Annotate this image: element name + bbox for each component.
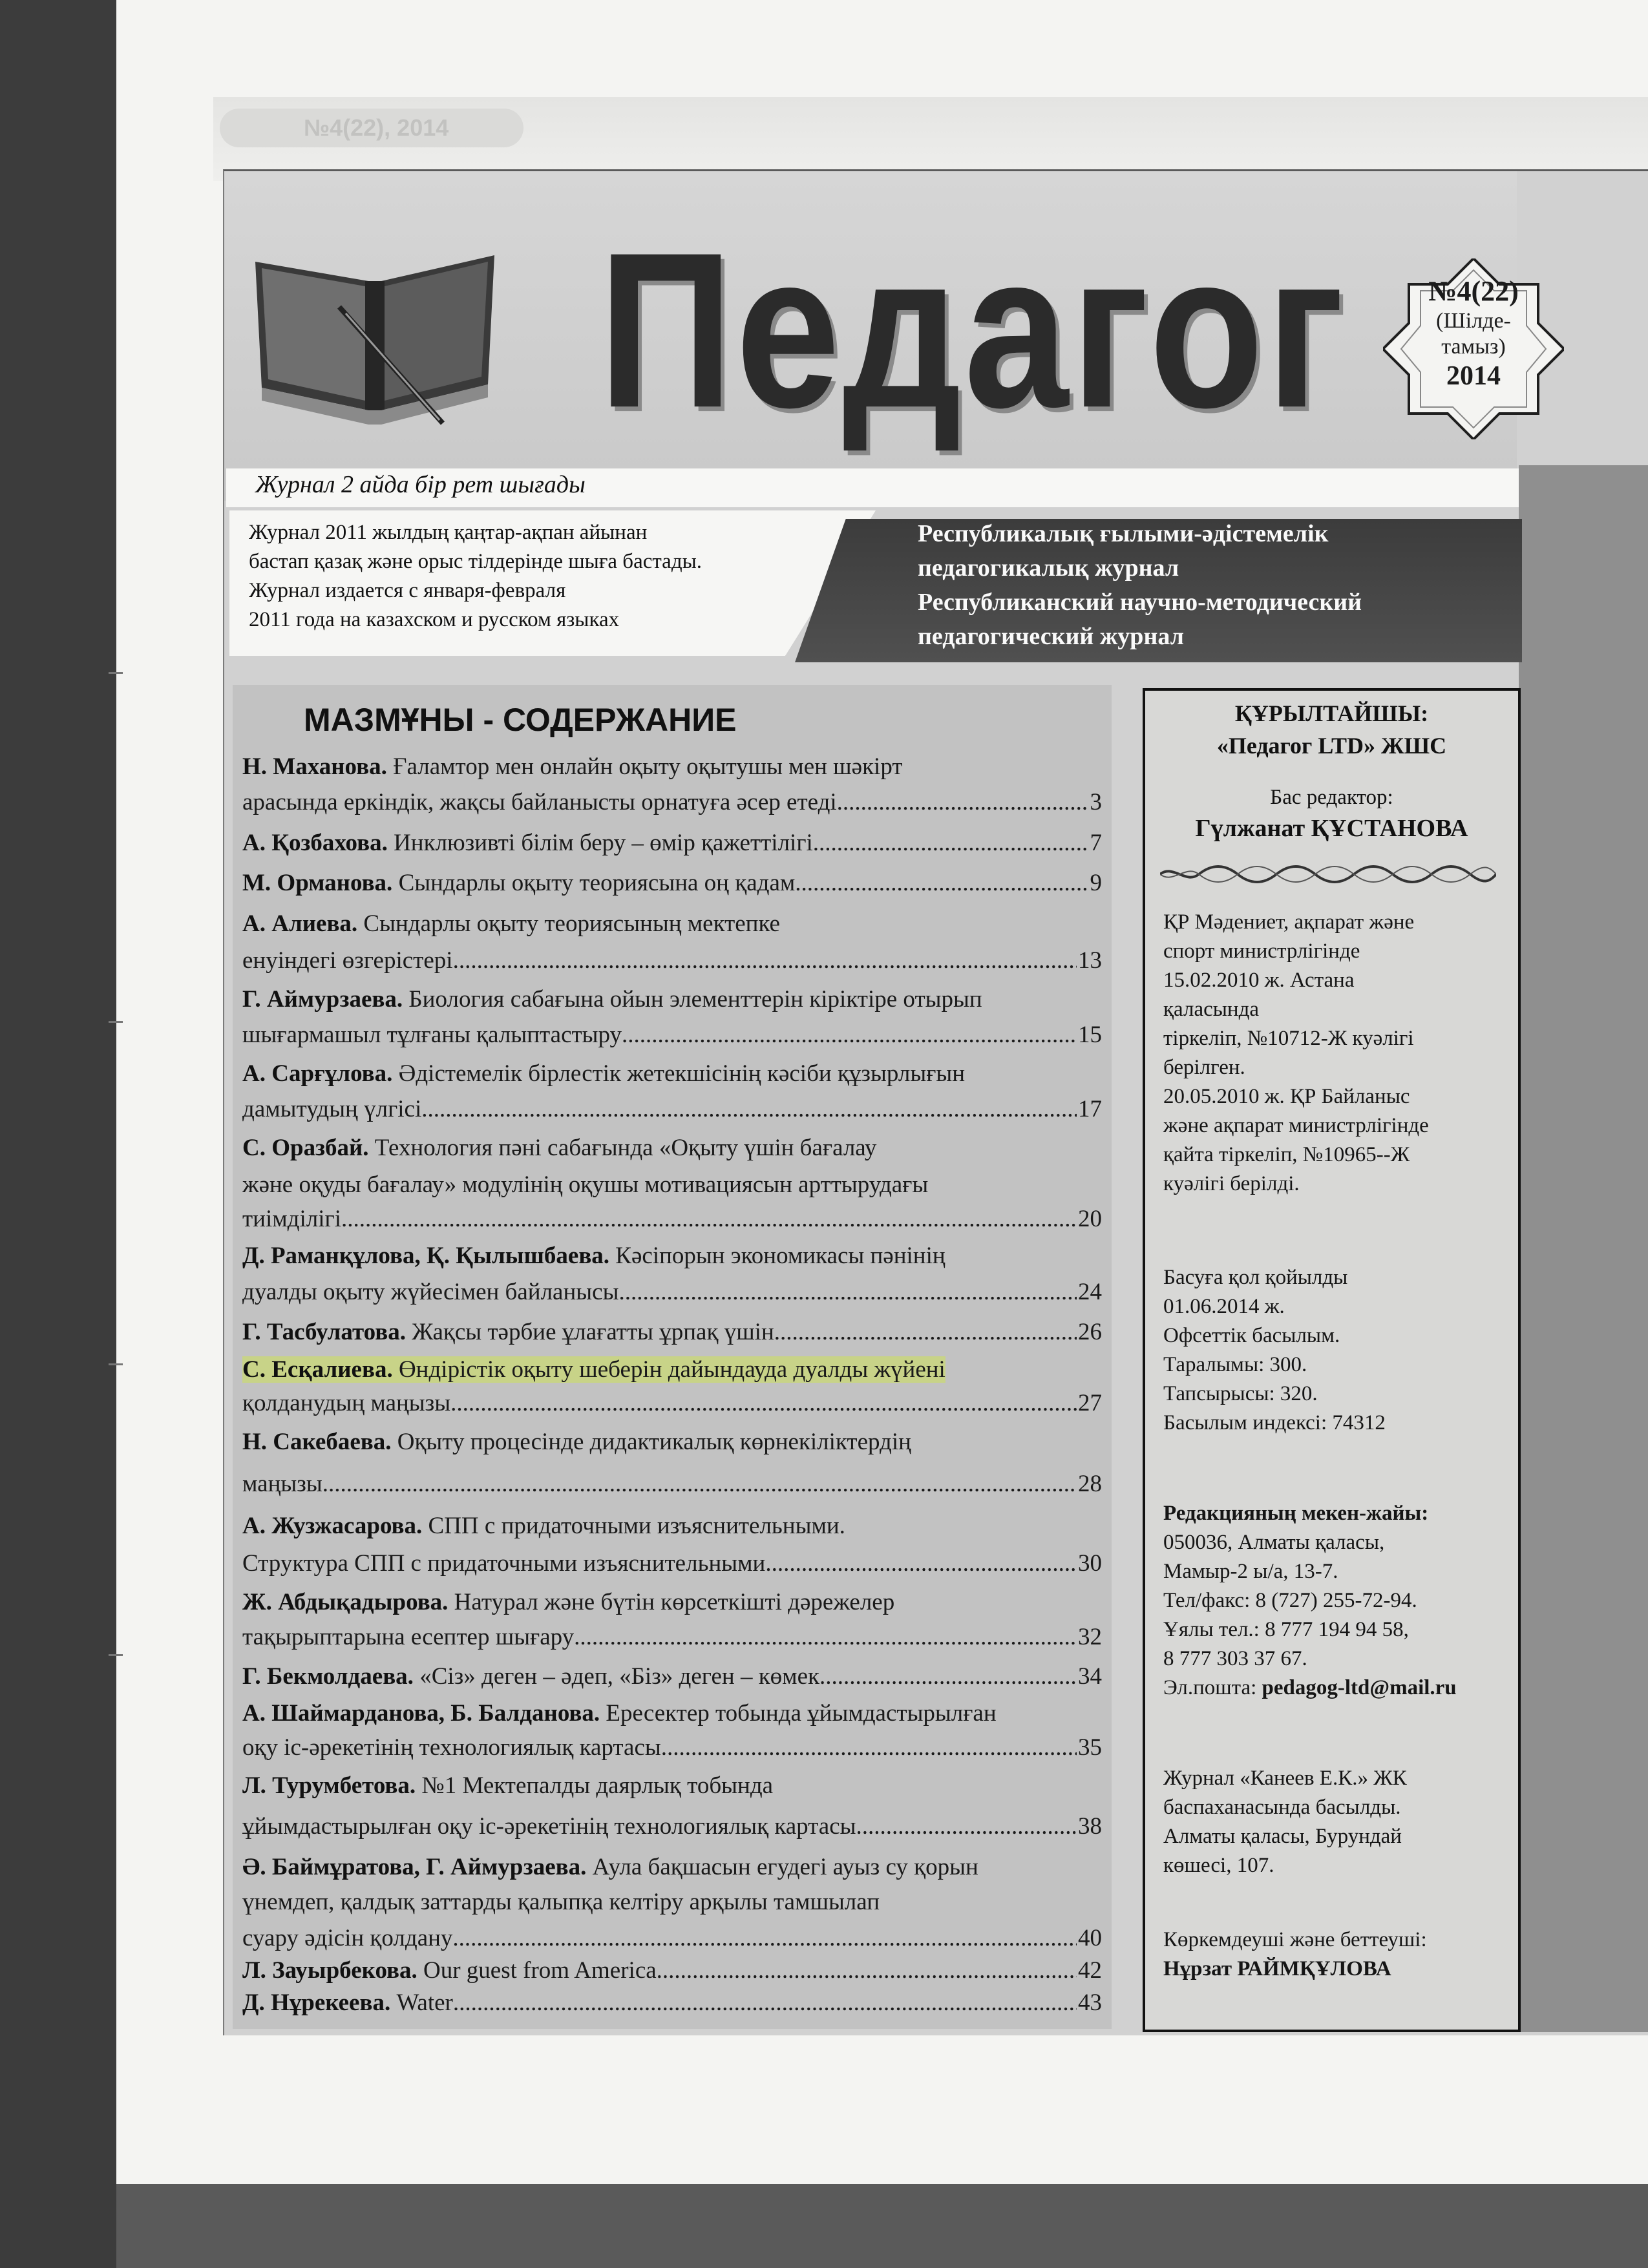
email-address[interactable]: pedagog-ltd@mail.ru <box>1262 1676 1457 1699</box>
toc-line <box>242 1888 1102 1916</box>
editor-label: Бас редактор: <box>1270 786 1393 809</box>
registration-line: берілген. <box>1163 1056 1245 1079</box>
toc-title-text: Our guest from America <box>423 1957 657 1984</box>
toc-title-text: Оқыту процесінде дидактикалық көрнекіліктердің <box>397 1429 911 1455</box>
toc-author: М. Орманова. <box>242 870 393 896</box>
email-label: Эл.пошта: <box>1163 1676 1262 1699</box>
designer-label: Көркемдеуші және беттеуші: <box>1163 1928 1427 1951</box>
print-line: 01.06.2014 ж. <box>1163 1295 1285 1318</box>
registration-line: 15.02.2010 ж. Астана <box>1163 969 1355 992</box>
banner-line: педагогикалық журнал <box>918 554 1179 582</box>
toc-author: А. Қозбахова. <box>242 830 388 856</box>
toc-line <box>242 1623 1102 1652</box>
toc-title-text: үнемдеп, қалдық заттарды қалыпқа келтіру арқылы тамшылап <box>242 1889 880 1915</box>
toc-title-text: суару әдісін қолдану <box>242 1925 453 1951</box>
toc-line <box>242 1095 1102 1124</box>
toc-line <box>242 1470 1102 1498</box>
toc-line <box>242 1734 1102 1762</box>
info-line: бастап қазақ және орыс тілдерінде шыға бастады. <box>249 550 703 573</box>
toc-title-text: дамытудың үлгісі <box>242 1096 422 1122</box>
address-line: 8 777 303 37 67. <box>1163 1647 1307 1670</box>
toc-author: Г. Тасбулатова. <box>242 1319 406 1345</box>
toc-page-number: 34 <box>1078 1663 1102 1690</box>
print-line: Басылым индексі: 74312 <box>1163 1411 1386 1434</box>
open-book-logo <box>249 236 501 430</box>
toc-page-number: 3 <box>1090 789 1102 815</box>
toc-author: Д. Раманқұлова, Қ. Қылышбаева. <box>242 1243 610 1269</box>
toc-page-number: 28 <box>1078 1471 1102 1497</box>
toc-title-text: Water <box>396 1990 453 2016</box>
toc-line <box>242 1389 1102 1418</box>
toc-author: Ж. Абдықадырова. <box>242 1589 449 1615</box>
print-line: Офсеттік басылым. <box>1163 1324 1340 1347</box>
toc-title-text: Ересектер тобында ұйымдастырылған <box>606 1700 997 1727</box>
toc-line <box>242 1989 1102 2017</box>
toc-line <box>242 1428 1102 1456</box>
toc-title-text: және оқуды бағалау» модулінің оқушы мотивациясын арттырудағы <box>242 1171 929 1198</box>
toc-author: А. Сарғұлова. <box>242 1060 393 1087</box>
toc-title-text: СПП с придаточными изъяснительными. <box>428 1513 845 1539</box>
toc-line <box>242 1588 1102 1617</box>
toc-author: С. Оразбай. <box>242 1135 369 1161</box>
toc-title-text: арасында еркіндік, жақсы байланысты орнатуға әсер етеді <box>242 789 837 815</box>
printer-line: Журнал «Канеев Е.К.» ЖК <box>1163 1767 1407 1790</box>
toc-line <box>242 1772 1102 1800</box>
page-fold-shadow <box>0 0 116 2268</box>
printer-line: Алматы қаласы, Бурундай <box>1163 1825 1402 1848</box>
toc-page-number: 24 <box>1078 1279 1102 1305</box>
toc-title-text: №1 Мектепалды даярлық тобында <box>421 1772 774 1799</box>
toc-line <box>242 788 1102 817</box>
toc-author: Г. Аймурзаева. <box>242 986 403 1013</box>
registration-line: ҚР Мәдениет, ақпарат және <box>1163 910 1415 934</box>
printer-line: көшесі, 107. <box>1163 1854 1274 1877</box>
banner-line: Республикалық ғылыми-әдістемелік <box>918 520 1329 547</box>
issue-badge <box>1383 258 1564 439</box>
toc-title-text: Технология пәні сабағында «Оқыту үшін бағалау <box>374 1135 877 1161</box>
printer-info <box>1163 1764 1407 1880</box>
address-line: Ұялы тел.: 8 777 194 94 58, <box>1163 1618 1409 1641</box>
toc-page-number: 40 <box>1078 1925 1102 1951</box>
toc-author: А. Алиева. <box>242 910 358 937</box>
toc-title-text: Кәсіпорын экономикасы пәнінің <box>615 1243 945 1269</box>
toc-author: Н. Сакебаева. <box>242 1429 392 1455</box>
toc-page-number: 9 <box>1090 870 1102 896</box>
email-line <box>1163 1674 1457 1703</box>
registration-line: тіркеліп, №10712-Ж куәлігі <box>1163 1027 1414 1050</box>
address-label: Редакцияның мекен-жайы: <box>1163 1502 1429 1525</box>
toc-title-text: Өндірістік оқыту шеберін дайындауда дуалды жүйені <box>398 1356 945 1383</box>
toc-author: Г. Бекмолдаева. <box>242 1663 414 1690</box>
toc-title-text: тақырыптарына есептер шығару <box>242 1624 575 1650</box>
toc-line <box>242 947 1102 975</box>
toc-author: С. Есқалиева. <box>242 1356 393 1383</box>
toc-page-number: 38 <box>1078 1813 1102 1840</box>
ornament-divider <box>1160 863 1496 886</box>
toc-line <box>242 910 1102 938</box>
magazine-title: Педагог <box>598 206 1347 454</box>
toc-line <box>242 1699 1102 1728</box>
toc-page-number: 7 <box>1090 830 1102 856</box>
toc-page-number: 20 <box>1078 1206 1102 1232</box>
toc-title-text: маңызы <box>242 1471 322 1497</box>
toc-page-number: 42 <box>1078 1957 1102 1984</box>
toc-author: Д. Нұрекеева. <box>242 1990 391 2016</box>
toc-line <box>242 829 1102 857</box>
toc-title-text: «Сіз» деген – әдеп, «Біз» деген – көмек <box>419 1663 819 1690</box>
toc-title-text: Натурал және бүтін көрсеткішті дәрежелер <box>454 1589 895 1615</box>
founder-label: ҚҰРЫЛТАЙШЫ: <box>1234 700 1429 726</box>
toc-author: Н. Маханова. <box>242 753 387 780</box>
toc-page-number: 15 <box>1078 1022 1102 1048</box>
print-line: Басуға қол қойылды <box>1163 1266 1348 1289</box>
print-line: Таралымы: 300. <box>1163 1353 1307 1376</box>
registration-line: және ақпарат министрлігінде <box>1163 1114 1429 1137</box>
toc-page-number: 17 <box>1078 1096 1102 1122</box>
toc-line <box>242 1205 1102 1234</box>
toc-line <box>242 869 1102 898</box>
toc-title-text: Ғаламтор мен онлайн оқыту оқытушы мен шәкірт <box>393 753 903 780</box>
toc-title-text: енуіндегі өзгерістері <box>242 947 453 974</box>
editor-name: Гүлжанат ҚҰСТАНОВА <box>1195 815 1468 842</box>
toc-title-text: Жақсы тәрбие ұлағатты ұрпақ үшін <box>412 1319 774 1345</box>
toc-line <box>242 1134 1102 1162</box>
binding-stitch <box>109 672 123 674</box>
info-text <box>249 518 702 635</box>
ghost-issue-label: №4(22), 2014 <box>220 109 523 147</box>
toc-title-text: Структура СПП с придаточными изъяснительными <box>242 1550 766 1577</box>
toc-page-number: 27 <box>1078 1390 1102 1416</box>
toc-title-text: Инклюзивті білім беру – өмір қажеттілігі <box>394 830 813 856</box>
issue-number: №4(22) <box>1428 275 1519 307</box>
toc-line <box>242 753 1102 781</box>
frequency-note: Журнал 2 айда бір рет шығады <box>255 471 586 498</box>
toc-page-number: 30 <box>1078 1550 1102 1577</box>
toc-author: А. Шаймарданова, Б. Балданова. <box>242 1700 600 1727</box>
toc-title-text: тиімділігі <box>242 1206 341 1232</box>
address-line: Мамыр-2 ы/а, 13-7. <box>1163 1560 1338 1583</box>
toc-title-text: Биология сабағына ойын элементтерін кіріктіре отырып <box>408 986 982 1013</box>
toc-author: Ә. Баймұратова, Г. Аймурзаева. <box>242 1854 587 1880</box>
toc-title-text: шығармашыл тұлғаны қалыптастыру <box>242 1022 622 1048</box>
toc-line <box>242 1060 1102 1088</box>
binding-stitch <box>109 1363 123 1365</box>
toc-title-text: Сындарлы оқыту теориясының мектепке <box>363 910 780 937</box>
toc-title-text: қолданудың маңызы <box>242 1390 451 1416</box>
registration-line: қаласында <box>1163 998 1260 1021</box>
issue-year: 2014 <box>1446 361 1501 391</box>
registration-line: куәлігі берілді. <box>1163 1172 1300 1195</box>
toc-author: А. Жузжасарова. <box>242 1513 423 1539</box>
registration-info <box>1163 908 1429 1199</box>
registration-line: спорт министрлігінде <box>1163 940 1360 963</box>
toc-line <box>242 985 1102 1014</box>
toc-line <box>242 1924 1102 1953</box>
banner-line: педагогический журнал <box>918 623 1184 650</box>
binding-stitch <box>109 1654 123 1656</box>
toc-line <box>242 1853 1102 1882</box>
info-line: Журнал 2011 жылдың қаңтар-ақпан айынан <box>249 521 648 544</box>
address-line: Тел/факс: 8 (727) 255-72-94. <box>1163 1589 1417 1612</box>
toc-title-text: Аула бақшасын егудегі ауыз су қорын <box>592 1854 978 1880</box>
toc-line <box>242 1663 1102 1691</box>
banner-line: Республиканский научно-методический <box>918 589 1362 616</box>
registration-line: 20.05.2010 ж. ҚР Байланыс <box>1163 1085 1410 1108</box>
toc-author: Л. Зауырбекова. <box>242 1957 417 1984</box>
toc-line <box>242 1512 1102 1540</box>
toc-line <box>242 1957 1102 1985</box>
toc-line <box>242 1021 1102 1049</box>
info-line: Журнал издается с января-февраля <box>249 579 566 602</box>
contents-heading: МАЗМҰНЫ - СОДЕРЖАНИЕ <box>304 702 737 738</box>
print-info <box>1163 1263 1386 1438</box>
info-line: 2011 года на казахском и русском языках <box>249 608 620 631</box>
toc-page-number: 26 <box>1078 1319 1102 1345</box>
founder-name: «Педагог LTD» ЖШС <box>1216 733 1447 759</box>
designer-name: Нұрзат РАЙМҚҰЛОВА <box>1163 1957 1391 1980</box>
registration-line: қайта тіркеліп, №10965--Ж <box>1163 1143 1410 1166</box>
toc-title-text: оқу іс-әрекетінің технологиялық картасы <box>242 1734 661 1761</box>
toc-title-text: ұйымдастырылған оқу іс-әрекетінің технологиялық картасы <box>242 1813 856 1840</box>
address-line: 050036, Алматы қаласы, <box>1163 1531 1385 1554</box>
toc-line <box>242 1171 1102 1199</box>
toc-author: Л. Турумбетова. <box>242 1772 416 1799</box>
toc-page-number: 43 <box>1078 1990 1102 2016</box>
toc-page-number: 13 <box>1078 947 1102 974</box>
toc-line <box>242 1278 1102 1307</box>
journal-type-text <box>918 517 1362 654</box>
toc-line <box>242 1242 1102 1270</box>
toc-line <box>242 1812 1102 1841</box>
binding-stitch <box>109 1021 123 1023</box>
toc-title-text: Әдістемелік бірлестік жетекшісінің кәсіби құзырлығын <box>398 1060 966 1087</box>
right-edge-panel <box>1519 465 1648 2032</box>
toc-page-number: 35 <box>1078 1734 1102 1761</box>
printer-line: баспаханасында басылды. <box>1163 1796 1401 1819</box>
print-line: Тапсырысы: 320. <box>1163 1382 1318 1405</box>
toc-line <box>242 1356 1102 1384</box>
toc-line <box>242 1318 1102 1347</box>
issue-months: (Шілде-тамыз) <box>1436 309 1511 359</box>
page-bottom-edge <box>116 2184 1648 2268</box>
toc-line <box>242 1549 1102 1578</box>
designer-info <box>1163 1926 1427 1984</box>
toc-title-text: Сындарлы оқыту теориясына оң қадам <box>398 870 796 896</box>
toc-page-number: 32 <box>1078 1624 1102 1650</box>
address-info <box>1163 1499 1457 1703</box>
toc-title-text: дуалды оқыту жүйесімен байланысы <box>242 1279 619 1305</box>
